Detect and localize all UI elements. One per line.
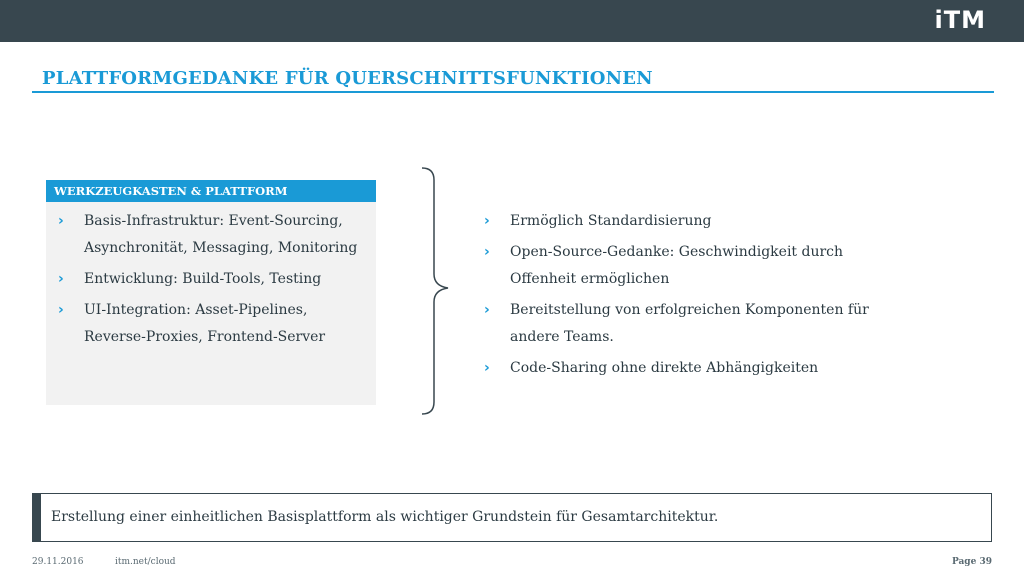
list-item <box>472 208 912 235</box>
title-underline <box>32 91 994 93</box>
footer-url: itm.net/cloud <box>115 557 176 567</box>
list-item <box>472 297 912 351</box>
callout-accent-bar <box>33 494 41 541</box>
benefits-list <box>472 208 912 386</box>
list-item-text: Ermöglich Standardisierung <box>510 213 712 229</box>
chevron-right-icon: › <box>58 302 64 318</box>
list-item <box>472 239 912 293</box>
list-item <box>46 266 364 293</box>
chevron-right-icon: › <box>484 213 490 229</box>
chevron-right-icon: › <box>484 302 490 318</box>
box-heading: WERKZEUGKASTEN & PLATTFORM <box>46 180 376 202</box>
chevron-right-icon: › <box>484 360 490 376</box>
list-item-text: Bereitstellung von erfolgreichen Komponenten für andere Teams. <box>510 302 869 345</box>
top-bar <box>0 0 1024 42</box>
list-item <box>46 208 364 262</box>
page-number: Page 39 <box>951 557 992 567</box>
curly-brace <box>418 166 458 416</box>
footer-date: 29.11.2016 <box>32 557 84 567</box>
list-item-text: Code-Sharing ohne direkte Abhängigkeiten <box>510 360 819 376</box>
list-item-text: Entwicklung: Build-Tools, Testing <box>84 271 322 287</box>
conclusion-callout <box>32 493 992 542</box>
list-item <box>46 297 364 351</box>
list-item-text: UI-Integration: Asset-Pipelines, Reverse-Proxies, Frontend-Server <box>84 302 326 345</box>
chevron-right-icon: › <box>58 271 64 287</box>
list-item <box>472 355 912 382</box>
toolbox-platform-box <box>46 180 376 405</box>
slide-title: PLATTFORMGEDANKE FÜR QUERSCHNITTSFUNKTIONEN <box>42 68 653 89</box>
toolbox-list <box>46 208 376 351</box>
list-item-text: Basis-Infrastruktur: Event-Sourcing, Asynchronität, Messaging, Monitoring <box>84 213 358 256</box>
list-item-text: Open-Source-Gedanke: Geschwindigkeit durch Offenheit ermöglichen <box>510 244 844 287</box>
callout-text: Erstellung einer einheitlichen Basisplattform als wichtiger Grundstein für Gesamtarchitektur. <box>51 509 719 525</box>
itm-logo: iTM <box>934 6 986 34</box>
chevron-right-icon: › <box>484 244 490 260</box>
chevron-right-icon: › <box>58 213 64 229</box>
